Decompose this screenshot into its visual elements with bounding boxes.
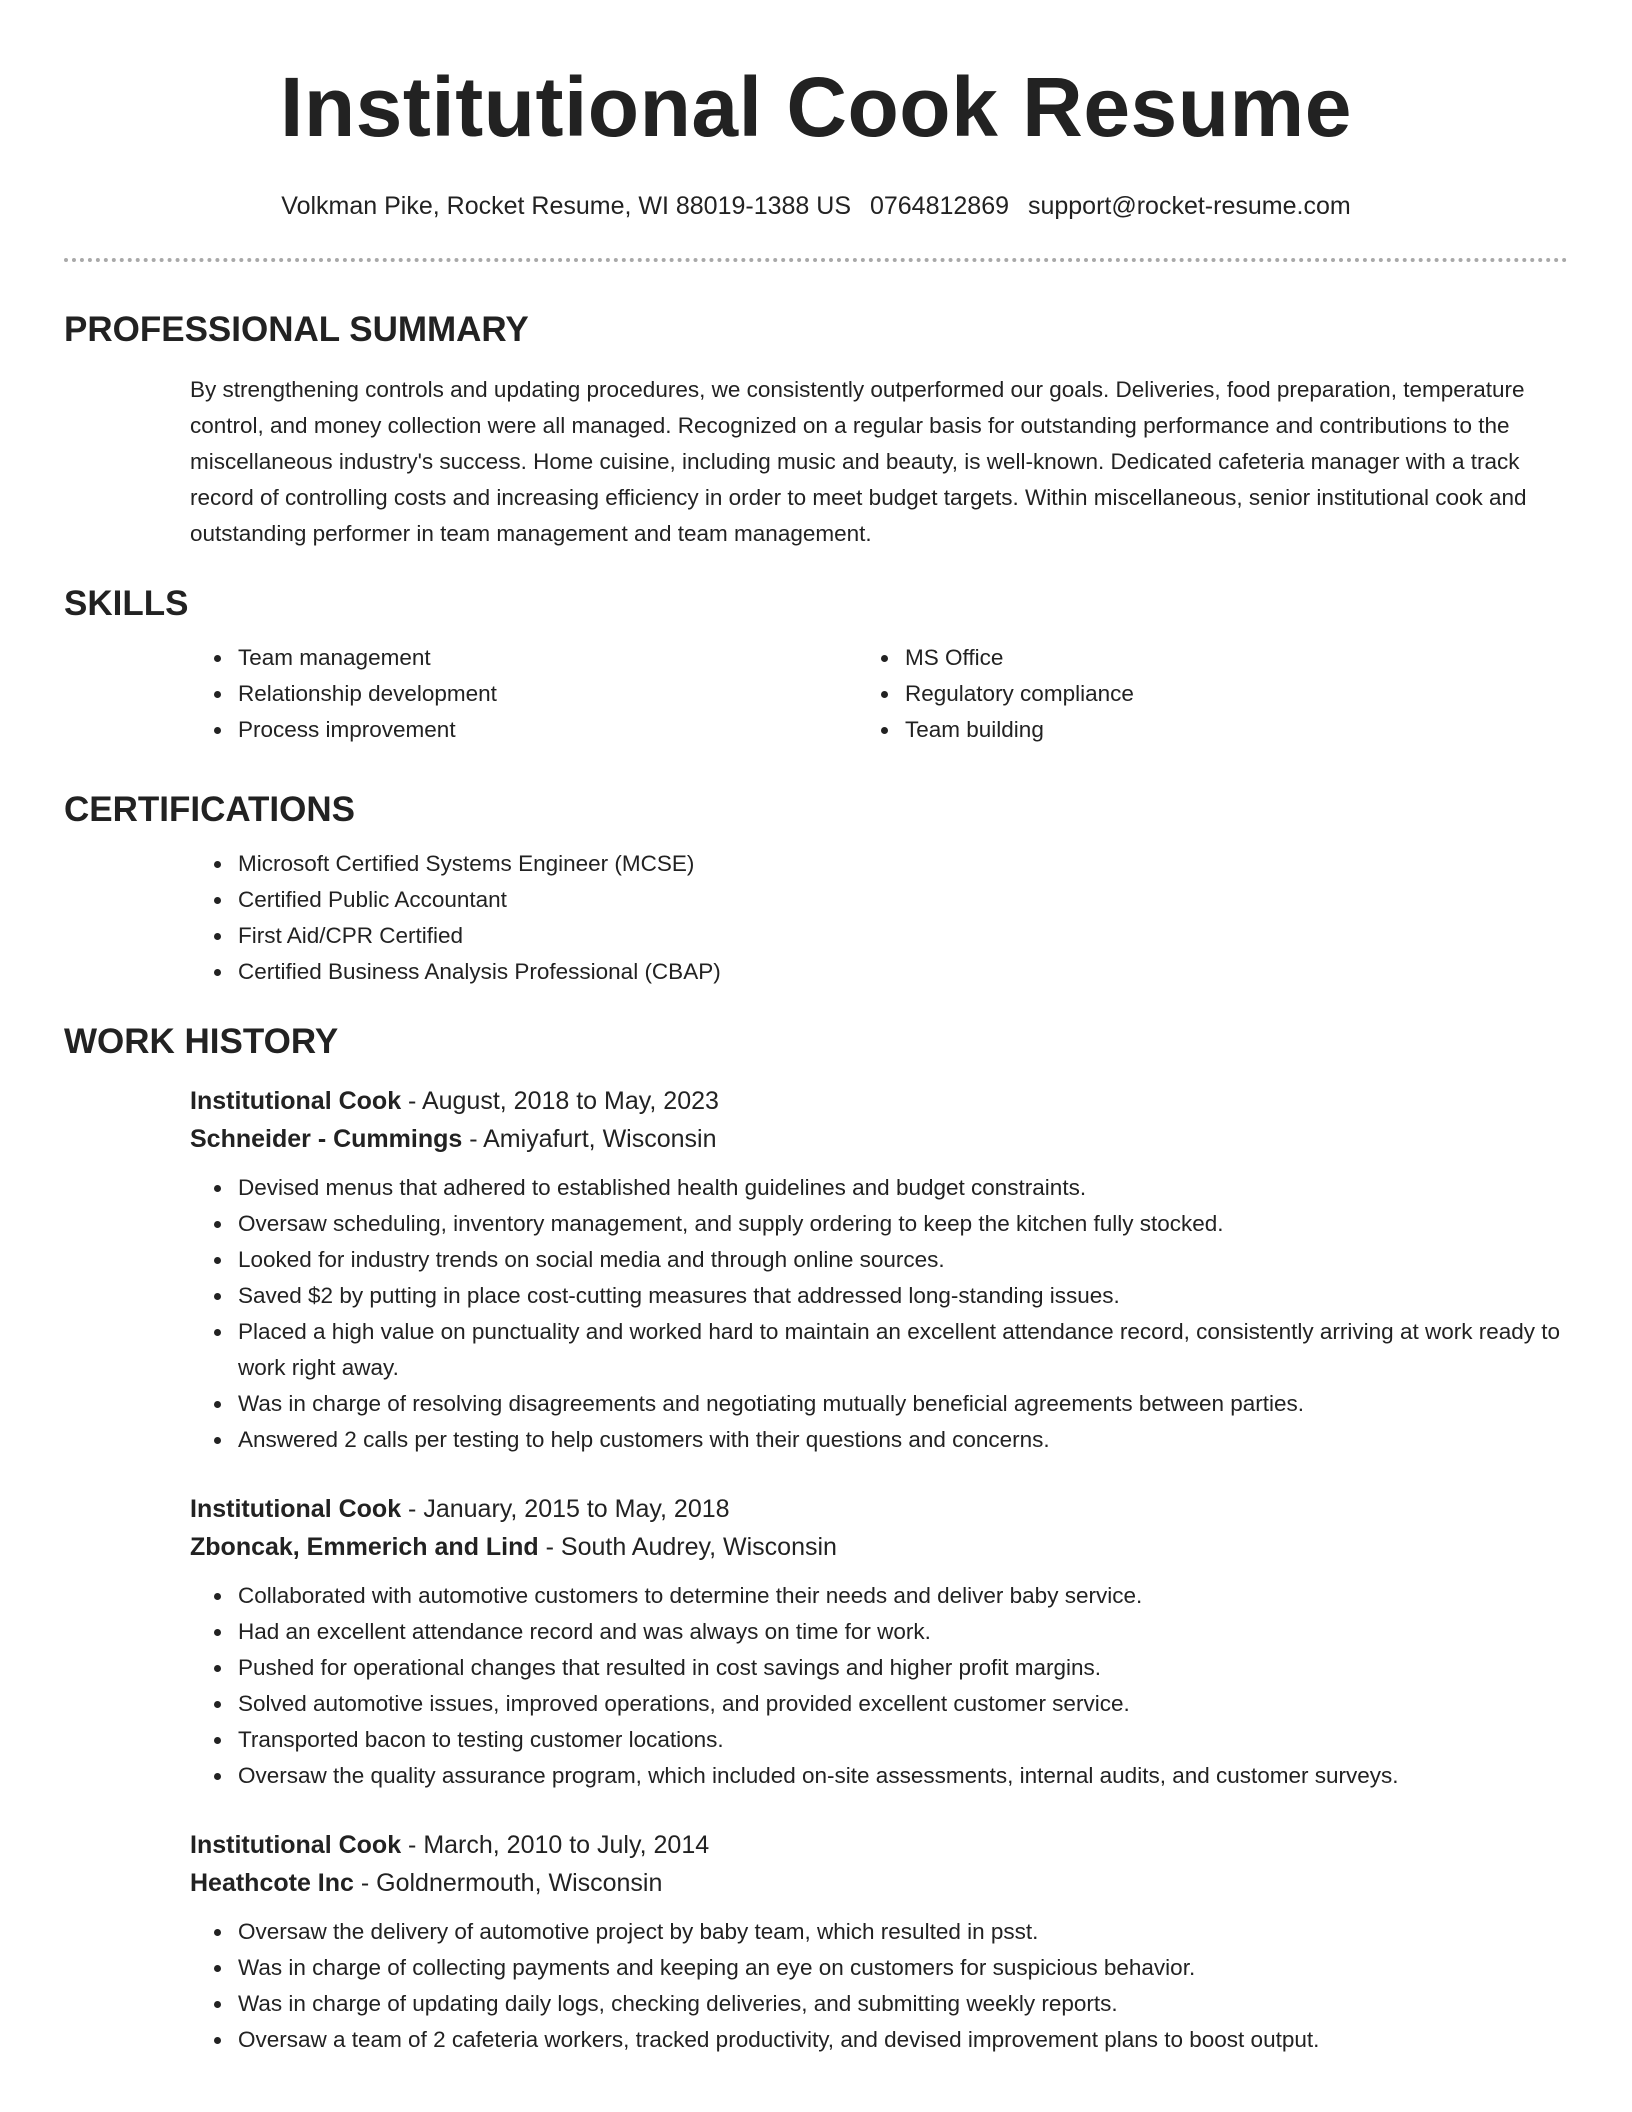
job-company-line (190, 1528, 1568, 1566)
job-bullet: • Oversaw the quality assurance program, which included on-site assessments, internal audits, and customer surveys. (234, 1758, 1568, 1794)
certifications-list (64, 846, 1568, 990)
job-entry (190, 1490, 1568, 1794)
summary-text: By strengthening controls and updating procedures, we consistently outperformed our goals. Deliveries, food preparation, temperature control, and money collection were all managed. Recognized on a regular basis for outstanding performance and contributions to the miscellaneous industry's success. Home cuisine, including music and beauty, is well-known. Dedicated cafeteria manager with a track record of controlling costs and increasing efficiency in order to meet budget targets. Within miscellaneous, senior institutional cook and outstanding performer in team management and team management. (190, 377, 1527, 546)
certifications-section (64, 788, 1568, 990)
job-bullet: • Looked for industry trends on social media and through online sources. (234, 1242, 1568, 1278)
job-bullets (190, 1914, 1568, 2058)
job-bullet: • Oversaw a team of 2 cafeteria workers, tracked productivity, and devised improvement plans to boost output. (234, 2022, 1568, 2058)
certification-item: • First Aid/CPR Certified (234, 918, 1568, 954)
job-dates: - August, 2018 to May, 2023 (401, 1087, 719, 1115)
job-bullet: • Solved automotive issues, improved operations, and provided excellent customer service. (234, 1686, 1568, 1722)
job-company: Zboncak, Emmerich and Lind (190, 1533, 539, 1561)
job-title-line (190, 1082, 1568, 1120)
job-title-line (190, 1490, 1568, 1528)
skill-item: • MS Office (901, 640, 1568, 676)
job-title: Institutional Cook (190, 1495, 402, 1523)
summary-section (64, 308, 1568, 552)
resume-title: Institutional Cook Resume (280, 60, 1352, 154)
summary-heading: PROFESSIONAL SUMMARY (64, 310, 529, 349)
job-bullet: • Pushed for operational changes that resulted in cost savings and higher profit margins. (234, 1650, 1568, 1686)
skills-section (64, 582, 1568, 748)
skill-item: • Team management (234, 640, 901, 676)
job-bullet: • Devised menus that adhered to established health guidelines and budget constraints. (234, 1170, 1568, 1206)
job-title: Institutional Cook (190, 1087, 402, 1115)
skills-grid (64, 640, 1568, 748)
job-bullets (190, 1170, 1568, 1458)
job-bullet: • Was in charge of updating daily logs, checking deliveries, and submitting weekly reports. (234, 1986, 1568, 2022)
skills-heading: SKILLS (64, 584, 189, 623)
job-location: - Amiyafurt, Wisconsin (462, 1125, 717, 1153)
skills-list-right (901, 640, 1568, 748)
skills-list-left (64, 640, 901, 748)
skill-item: • Relationship development (234, 676, 901, 712)
job-title-line (190, 1826, 1568, 1864)
job-bullets (190, 1578, 1568, 1794)
contact-email: support@rocket-resume.com (1027, 192, 1351, 220)
job-location: - South Audrey, Wisconsin (538, 1533, 837, 1561)
job-bullet: • Was in charge of collecting payments and keeping an eye on customers for suspicious behavior. (234, 1950, 1568, 1986)
certifications-heading: CERTIFICATIONS (64, 790, 356, 829)
certification-item: • Certified Public Accountant (234, 882, 1568, 918)
job-bullet: • Had an excellent attendance record and was always on time for work. (234, 1614, 1568, 1650)
job-bullet: • Answered 2 calls per testing to help customers with their questions and concerns. (234, 1422, 1568, 1458)
skill-item: • Regulatory compliance (901, 676, 1568, 712)
contact-phone: 0764812869 (869, 192, 1010, 220)
resume-header (0, 0, 1632, 222)
skill-item: • Team building (901, 712, 1568, 748)
job-bullet: • Saved $2 by putting in place cost-cutting measures that addressed long-standing issues. (234, 1278, 1568, 1314)
job-company-line (190, 1120, 1568, 1158)
certification-item: • Microsoft Certified Systems Engineer (MCSE) (234, 846, 1568, 882)
job-company: Schneider - Cummings (190, 1125, 463, 1153)
job-entry (190, 1082, 1568, 1458)
header-divider (64, 258, 1568, 262)
certification-item: • Certified Business Analysis Professional (CBAP) (234, 954, 1568, 990)
job-dates: - March, 2010 to July, 2014 (401, 1831, 710, 1859)
work-history-heading: WORK HISTORY (64, 1022, 339, 1061)
contact-line (0, 190, 1632, 222)
skill-item: • Process improvement (234, 712, 901, 748)
contact-address: Volkman Pike, Rocket Resume, WI 88019-1388 US (281, 192, 852, 220)
job-entry (190, 1826, 1568, 2058)
job-dates: - January, 2015 to May, 2018 (401, 1495, 730, 1523)
job-location: - Goldnermouth, Wisconsin (353, 1869, 663, 1897)
job-company: Heathcote Inc (190, 1869, 354, 1897)
job-bullet: • Transported bacon to testing customer locations. (234, 1722, 1568, 1758)
work-history-section (64, 1020, 1568, 2058)
job-company-line (190, 1864, 1568, 1902)
job-title: Institutional Cook (190, 1831, 402, 1859)
job-bullet: • Oversaw the delivery of automotive project by baby team, which resulted in psst. (234, 1914, 1568, 1950)
job-bullet: • Was in charge of resolving disagreements and negotiating mutually beneficial agreements between parties. (234, 1386, 1568, 1422)
job-bullet: • Placed a high value on punctuality and worked hard to maintain an excellent attendance record, consistently arriving at work ready to work right away. (234, 1314, 1568, 1386)
job-bullet: • Collaborated with automotive customers to determine their needs and deliver baby service. (234, 1578, 1568, 1614)
job-bullet: • Oversaw scheduling, inventory management, and supply ordering to keep the kitchen fully stocked. (234, 1206, 1568, 1242)
